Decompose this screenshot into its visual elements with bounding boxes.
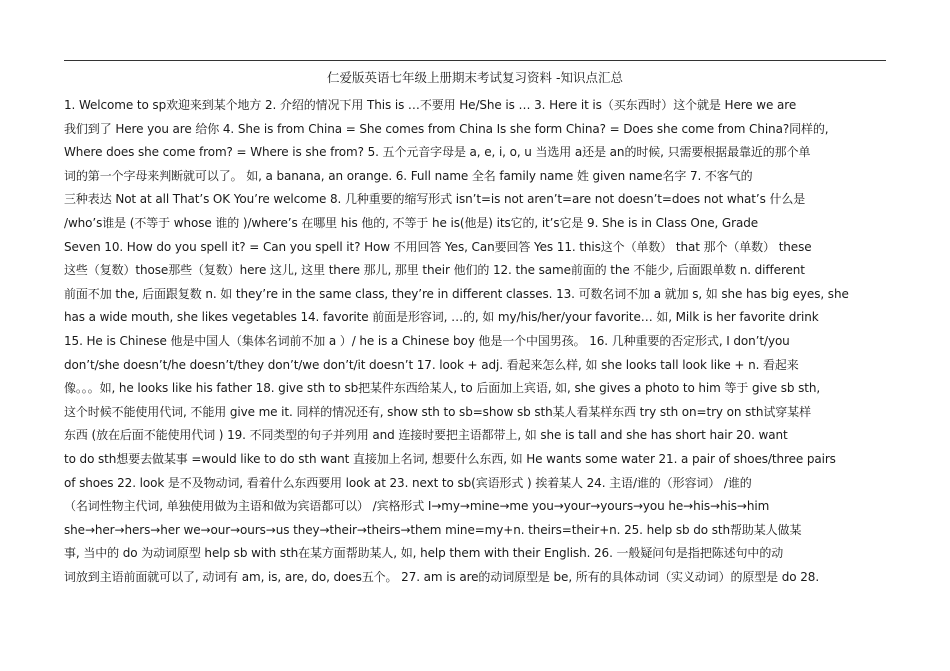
document-title: 仁爱版英语七年级上册期末考试复习资料 -知识点汇总 (327, 70, 623, 85)
text-line: 1. Welcome to sp欢迎来到某个地方 2. 介绍的情况下用 This is …不要用 He/She is … 3. Here it is（买东西时）这个就是 Here we are (64, 98, 797, 112)
text-line: 这些（复数）those那些（复数）here 这儿, 这里 there 那儿, 那里 their 他们的 12. the same前面的 the 不能少, 后面跟单数 n. different (64, 263, 805, 278)
body-text (64, 95, 890, 590)
text-line: 东西 (放在后面不能使用代词 ) 19. 不同类型的句子并列用 and 连接时要把主语都带上, 如 she is tall and she has short hair 20. want (64, 428, 788, 443)
text-line: 三种表达 Not at all That’s OK You’re welcome 8. 几种重要的缩写形式 isn’t=is not aren’t=are not doesn’t=does not what’s 什么是 (64, 192, 806, 207)
text-line: don’t/she doesn’t/he doesn’t/they don’t/we don’t/it doesn’t 17. look + adj. 看起来怎么样, 如 she looks tall look like + n. 看起来 (64, 357, 799, 372)
text-line: 像。。。如, he looks like his father 18. give sth to sb把某件东西给某人, to 后面加上宾语, 如, she gives a photo to him 等于 give sb sth, (64, 381, 821, 396)
text-line: 我们到了 Here you are 给你 4. She is from China = She comes from China Is she form China? = Does she come from China?同样的, (64, 121, 829, 136)
text-line: 词的第一个字母来判断就可以了。 如, a banana, an orange. 6. Full name 全名 family name 姓 given name名字 7. 不客气的 (64, 168, 753, 183)
header-rule (64, 60, 886, 61)
text-line: （名词性物主代词, 单独使用做为主语和做为宾语都可以） /宾格形式 I→my→mine→me you→your→yours→you he→his→his→him (64, 499, 770, 514)
text-line: 前面不加 the, 后面跟复数 n. 如 they’re in the same class, they’re in different classes. 13. 可数名词不加 a 就加 s, 如 she has big eyes, she (64, 286, 849, 301)
text-line: 事, 当中的 do 为动词原型 help sb with sth在某方面帮助某人, 如, help them with their English. 26. 一般疑问句是指把陈述句中的动 (64, 546, 784, 561)
text-line: 词放到主语前面就可以了, 动词有 am, is, are, do, does五个。 27. am is are的动词原型是 be, 所有的具体动词（实义动词）的原型是 do 28. (64, 569, 820, 584)
text-line: has a wide mouth, she likes vegetables 14. favorite 前面是形容词, …的, 如 my/his/her/your favorite… 如, Milk is her favorite drink (64, 310, 819, 325)
text-line: /who’s谁是 (不等于 whose 谁的 )/where’s 在哪里 his 他的, 不等于 he is(他是) its它的, it’s它是 9. She is in Class One, Grade (64, 215, 759, 230)
text-line: 15. He is Chinese 他是中国人（集体名词前不加 a ）/ he is a Chinese boy 他是一个中国男孩。 16. 几种重要的否定形式, I don’t/you (64, 333, 790, 348)
text-line: Seven 10. How do you spell it? = Can you spell it? How 不用回答 Yes, Can要回答 Yes 11. this这个（单数） that 那个（单数） these (64, 239, 812, 254)
text-line: to do sth想要去做某事 =would like to do sth want 直接加上名词, 想要什么东西, 如 He wants some water 21. a pair of shoes/three pairs (64, 451, 836, 466)
text-line: Where does she come from? = Where is she from? 5. 五个元音字母是 a, e, i, o, u 当选用 a还是 an的时候, 只需要根据最靠近的那个单 (64, 145, 811, 160)
text-line: of shoes 22. look 是不及物动词, 看着什么东西要用 look at 23. next to sb(宾语形式 ) 挨着某人 24. 主语/谁的（形容词） /谁的 (64, 475, 752, 490)
text-line: she→her→hers→her we→our→ours→us they→their→theirs→them mine=my+n. theirs=their+n. 25. help sb do sth帮助某人做某 (64, 522, 802, 537)
text-line: 这个时候不能使用代词, 不能用 give me it. 同样的情况还有, show sth to sb=show sb sth某人看某样东西 try sth on=try on sth试穿某样 (64, 404, 811, 419)
